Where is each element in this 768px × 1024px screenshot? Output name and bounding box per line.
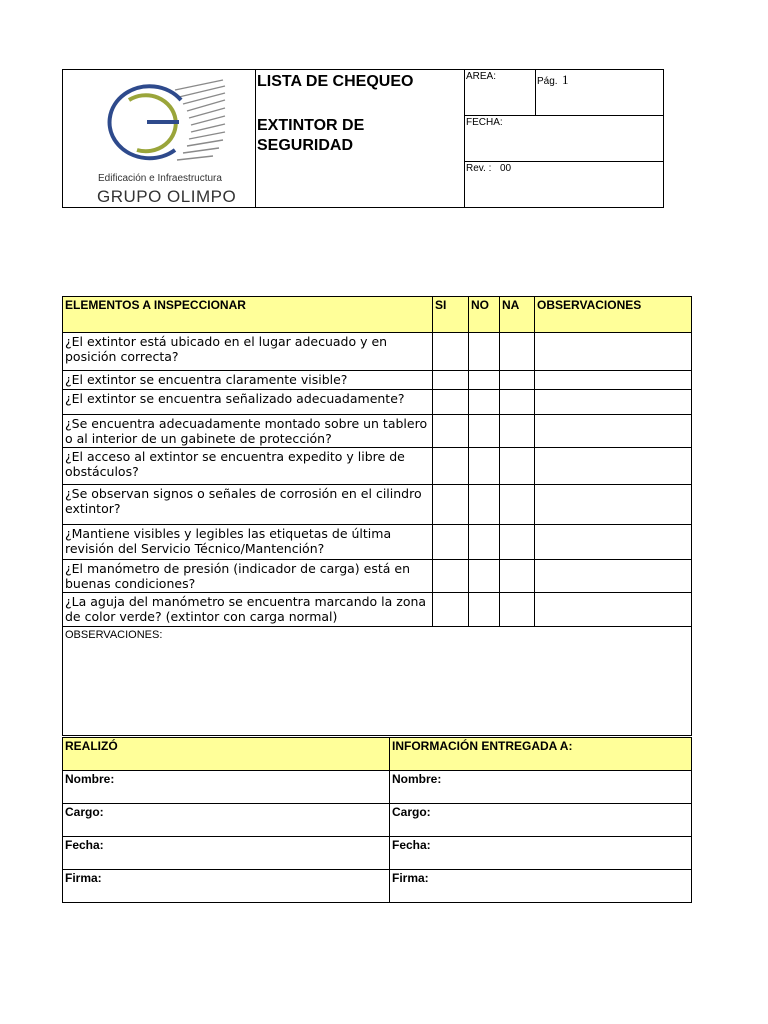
firma-label: Firma: — [392, 871, 429, 885]
area-label: AREA: — [466, 71, 497, 82]
item-text: ¿Se encuentra adecuadamente montado sobre un tablero o al interior de un gabinete de protección? — [63, 415, 433, 448]
logo-company-name: GRUPO OLIMPO — [97, 187, 237, 206]
signature-row-firma — [63, 870, 692, 903]
no-cell[interactable] — [469, 525, 500, 560]
item-text: ¿La aguja del manómetro se encuentra marcando la zona de color verde? (extintor con carga normal) — [63, 593, 433, 627]
table-row — [63, 448, 692, 485]
item-text: ¿El extintor se encuentra claramente visible? — [63, 371, 433, 390]
entregada-cargo-field[interactable] — [390, 804, 692, 837]
rev-cell — [464, 161, 663, 207]
item-text: ¿El manómetro de presión (indicador de carga) está en buenas condiciones? — [63, 560, 433, 593]
no-cell[interactable] — [469, 333, 500, 371]
fecha-label: FECHA: — [466, 117, 503, 128]
area-cell — [464, 70, 535, 115]
no-cell[interactable] — [469, 448, 500, 485]
observaciones-cell[interactable] — [535, 390, 692, 415]
si-cell[interactable] — [433, 560, 469, 593]
si-cell[interactable] — [433, 525, 469, 560]
si-cell[interactable] — [433, 371, 469, 390]
fecha-label: Fecha: — [65, 838, 104, 852]
no-cell[interactable] — [469, 415, 500, 448]
observaciones-cell[interactable] — [535, 415, 692, 448]
table-row — [63, 593, 692, 627]
item-text: ¿El extintor se encuentra señalizado adecuadamente? — [63, 390, 433, 415]
document-header — [62, 69, 664, 208]
observaciones-cell[interactable] — [535, 560, 692, 593]
logo-cell — [63, 70, 255, 207]
entregada-fecha-field[interactable] — [390, 837, 692, 870]
realizo-title: REALIZÓ — [63, 738, 390, 771]
na-cell[interactable] — [500, 333, 535, 371]
logo-tagline: Edificación e Infraestructura — [98, 173, 222, 184]
title-extintor: EXTINTOR DE SEGURIDAD — [257, 117, 365, 154]
si-cell[interactable] — [433, 415, 469, 448]
signature-row-cargo — [63, 804, 692, 837]
si-cell[interactable] — [433, 333, 469, 371]
na-cell[interactable] — [500, 448, 535, 485]
signature-header-row — [63, 738, 692, 771]
no-cell[interactable] — [469, 485, 500, 525]
page-cell — [535, 70, 663, 115]
col-no: NO — [469, 297, 500, 333]
realizo-fecha-field[interactable] — [63, 837, 390, 870]
cargo-label: Cargo: — [392, 805, 431, 819]
cargo-label: Cargo: — [65, 805, 104, 819]
no-cell[interactable] — [469, 560, 500, 593]
signature-row-nombre — [63, 771, 692, 804]
item-text: ¿Se observan signos o señales de corrosión en el cilindro extintor? — [63, 485, 433, 525]
no-cell[interactable] — [469, 371, 500, 390]
observaciones-cell[interactable] — [535, 485, 692, 525]
realizo-nombre-field[interactable] — [63, 771, 390, 804]
observaciones-cell[interactable] — [535, 333, 692, 371]
no-cell[interactable] — [469, 593, 500, 627]
na-cell[interactable] — [500, 485, 535, 525]
no-cell[interactable] — [469, 390, 500, 415]
rev-label: Rev. : — [466, 163, 492, 174]
na-cell[interactable] — [500, 415, 535, 448]
item-text: ¿El acceso al extintor se encuentra expedito y libre de obstáculos? — [63, 448, 433, 485]
inspection-header-row — [63, 297, 692, 333]
observaciones-cell[interactable] — [535, 448, 692, 485]
realizo-firma-field[interactable] — [63, 870, 390, 903]
observaciones-cell[interactable] — [535, 593, 692, 627]
observations-field[interactable] — [63, 627, 692, 736]
signature-row-fecha — [63, 837, 692, 870]
page-label: Pág. — [537, 76, 558, 87]
na-cell[interactable] — [500, 593, 535, 627]
table-row — [63, 333, 692, 371]
observations-row — [63, 627, 692, 736]
nombre-label: Nombre: — [65, 772, 115, 786]
si-cell[interactable] — [433, 448, 469, 485]
observations-label: OBSERVACIONES: — [65, 629, 163, 641]
item-text: ¿El extintor está ubicado en el lugar adecuado y en posición correcta? — [63, 333, 433, 371]
table-row — [63, 485, 692, 525]
informacion-entregada-title: INFORMACIÓN ENTREGADA A: — [390, 738, 692, 771]
table-row — [63, 371, 692, 390]
signature-table — [62, 737, 692, 903]
entregada-nombre-field[interactable] — [390, 771, 692, 804]
col-observaciones: OBSERVACIONES — [535, 297, 692, 333]
fecha-label: Fecha: — [392, 838, 431, 852]
page-number: 1 — [562, 72, 569, 87]
observaciones-cell[interactable] — [535, 525, 692, 560]
observaciones-cell[interactable] — [535, 371, 692, 390]
entregada-firma-field[interactable] — [390, 870, 692, 903]
si-cell[interactable] — [433, 485, 469, 525]
nombre-label: Nombre: — [392, 772, 442, 786]
na-cell[interactable] — [500, 560, 535, 593]
table-row — [63, 525, 692, 560]
fecha-cell — [464, 115, 663, 161]
rev-value: 00 — [500, 163, 512, 174]
table-row — [63, 415, 692, 448]
si-cell[interactable] — [433, 390, 469, 415]
col-elementos: ELEMENTOS A INSPECCIONAR — [63, 297, 433, 333]
si-cell[interactable] — [433, 593, 469, 627]
item-text: ¿Mantiene visibles y legibles las etiquetas de última revisión del Servicio Técnico/Mantención? — [63, 525, 433, 560]
na-cell[interactable] — [500, 371, 535, 390]
grupo-olimpo-logo-icon — [63, 70, 255, 175]
na-cell[interactable] — [500, 525, 535, 560]
title-column — [255, 70, 464, 207]
realizo-cargo-field[interactable] — [63, 804, 390, 837]
col-si: SI — [433, 297, 469, 333]
na-cell[interactable] — [500, 390, 535, 415]
title-lista-de-chequeo: LISTA DE CHEQUEO — [257, 73, 414, 90]
firma-label: Firma: — [65, 871, 102, 885]
table-row — [63, 560, 692, 593]
table-row — [63, 390, 692, 415]
col-na: NA — [500, 297, 535, 333]
inspection-table — [62, 296, 692, 736]
